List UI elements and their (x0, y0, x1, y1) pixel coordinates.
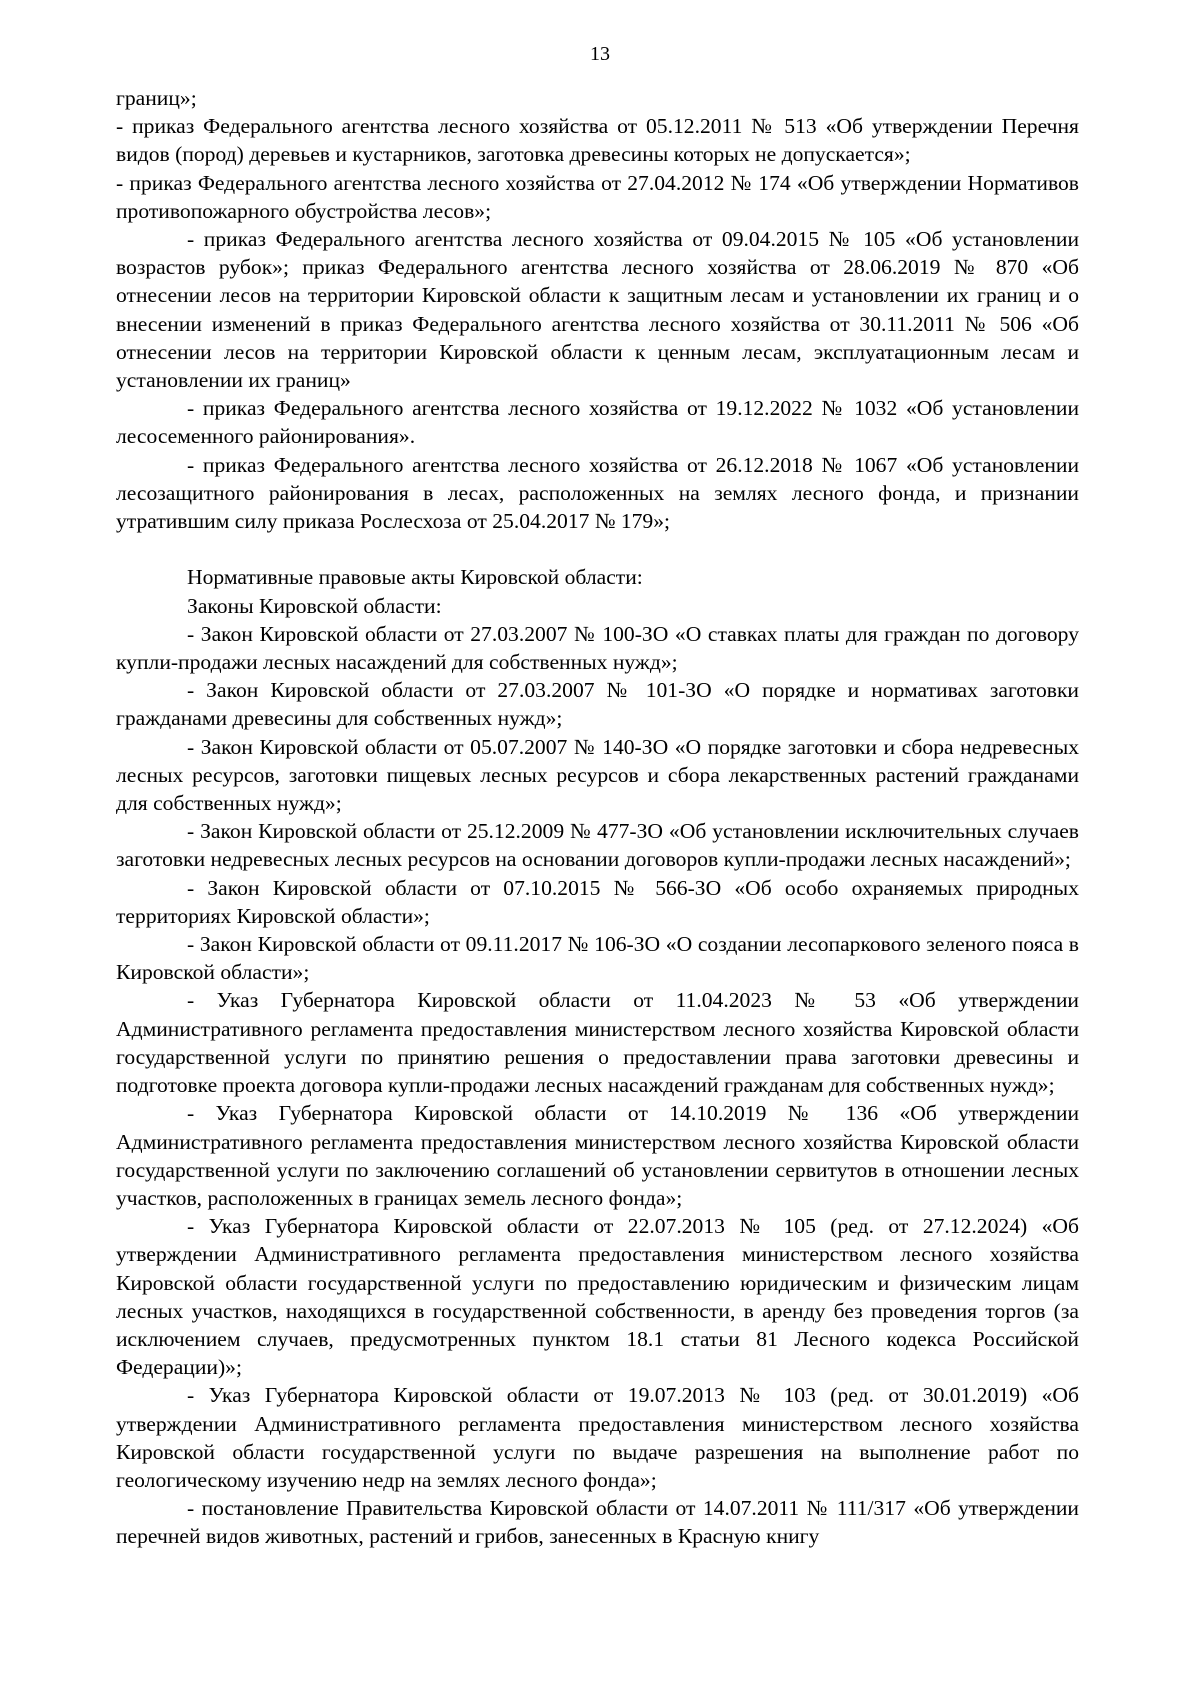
document-paragraph: Законы Кировской области: (187, 593, 442, 618)
page-number: 13 (590, 43, 610, 65)
document-paragraph: - Указ Губернатора Кировской области от 14.10.2019 № 136 «Об утверждении Административного регламента предоставления министерством лесного хозяйства Кировской области государственной услуги по заключению соглашений об установлении сервитутов в отношении лесных участков, расположенных в границах земель лесного фонда»; (116, 1101, 1079, 1210)
document-paragraph: - Указ Губернатора Кировской области от 22.07.2013 № 105 (ред. от 27.12.2024) «Об утверждении Административного регламента предоставления министерством лесного хозяйства Кировской области государственной услуги по предоставлению юридическим и физическим лицам лесных участков, находящихся в государственной собственности, в аренду без проведения торгов (за исключением случаев, предусмотренных пунктом 18.1 статьи 81 Лесного кодекса Российской Федерации)»; (116, 1214, 1079, 1380)
document-paragraph: - Закон Кировской области от 07.10.2015 № 566-ЗО «Об особо охраняемых природных территориях Кировской области»; (116, 875, 1079, 928)
document-paragraph: - Указ Губернатора Кировской области от 11.04.2023 № 53 «Об утверждении Административного регламента предоставления министерством лесного хозяйства Кировской области государственной услуги по принятию решения о предоставлении права заготовки древесины и подготовке проекта договора купли-продажи лесных насаждений гражданам для собственных нужд»; (116, 988, 1079, 1098)
document-paragraph: - приказ Федерального агентства лесного хозяйства от 05.12.2011 № 513 «Об утверждении Перечня видов (пород) деревьев и кустарников, заготовка древесины которых не допускается»; (116, 114, 1079, 167)
document-paragraph: - постановление Правительства Кировской области от 14.07.2011 № 111/317 «Об утверждении перечней видов животных, растений и грибов, занесенных в Красную книгу (116, 1496, 1079, 1549)
document-paragraph: - Закон Кировской области от 09.11.2017 № 106-ЗО «О создании лесопаркового зеленого пояса в Кировской области»; (116, 932, 1079, 985)
document-paragraph: - Закон Кировской области от 27.03.2007 № 100-ЗО «О ставках платы для граждан по договору купли-продажи лесных насаждений для собственных нужд»; (116, 621, 1079, 675)
document-paragraph: Нормативные правовые акты Кировской области: (187, 565, 643, 590)
document-paragraph: - приказ Федерального агентства лесного хозяйства от 26.12.2018 № 1067 «Об установлении лесозащитного районирования в лесах, расположенных на землях лесного фонда, и признании утратившим силу приказа Рослесхоза от 25.04.2017 № 179»; (116, 452, 1079, 534)
document-body (116, 84, 1079, 1551)
document-paragraph: - Закон Кировской области от 25.12.2009 № 477-ЗО «Об установлении исключительных случаев заготовки недревесных лесных ресурсов на основании договоров купли-продажи лесных насаждений»; (116, 819, 1079, 872)
document-paragraph: - Закон Кировской области от 27.03.2007 № 101-ЗО «О порядке и нормативах заготовки гражданами древесины для собственных нужд»; (116, 678, 1079, 731)
paragraph-spacer (116, 535, 1079, 563)
document-paragraph: - Указ Губернатора Кировской области от 19.07.2013 № 103 (ред. от 30.01.2019) «Об утверждении Административного регламента предоставления министерством лесного хозяйства Кировской области государственной услуги по выдаче разрешения на выполнение работ по геологическому изучению недр на землях лесного фонда»; (116, 1383, 1079, 1492)
document-paragraph: - приказ Федерального агентства лесного хозяйства от 27.04.2012 № 174 «Об утверждении Нормативов противопожарного обустройства лесов»; (116, 170, 1079, 223)
document-paragraph: - Закон Кировской области от 05.07.2007 № 140-ЗО «О порядке заготовки и сбора недревесных лесных ресурсов, заготовки пищевых лесных ресурсов и сбора лекарственных растений гражданами для собственных нужд»; (116, 734, 1079, 816)
document-paragraph: границ»; (116, 86, 197, 110)
document-paragraph: - приказ Федерального агентства лесного хозяйства от 09.04.2015 № 105 «Об установлении возрастов рубок»; приказ Федерального агентства лесного хозяйства от 28.06.2019 № 870 «Об отнесении лесов на территории Кировской области к защитным лесам и установлении их границ и о внесении изменений в приказ Федерального агентства лесного хозяйства от 30.11.2011 № 506 «Об отнесении лесов на территории Кировской области к ценным лесам, эксплуатационным лесам и установлении их границ» (116, 227, 1079, 393)
document-paragraph: - приказ Федерального агентства лесного хозяйства от 19.12.2022 № 1032 «Об установлении лесосеменного районирования». (116, 396, 1079, 449)
